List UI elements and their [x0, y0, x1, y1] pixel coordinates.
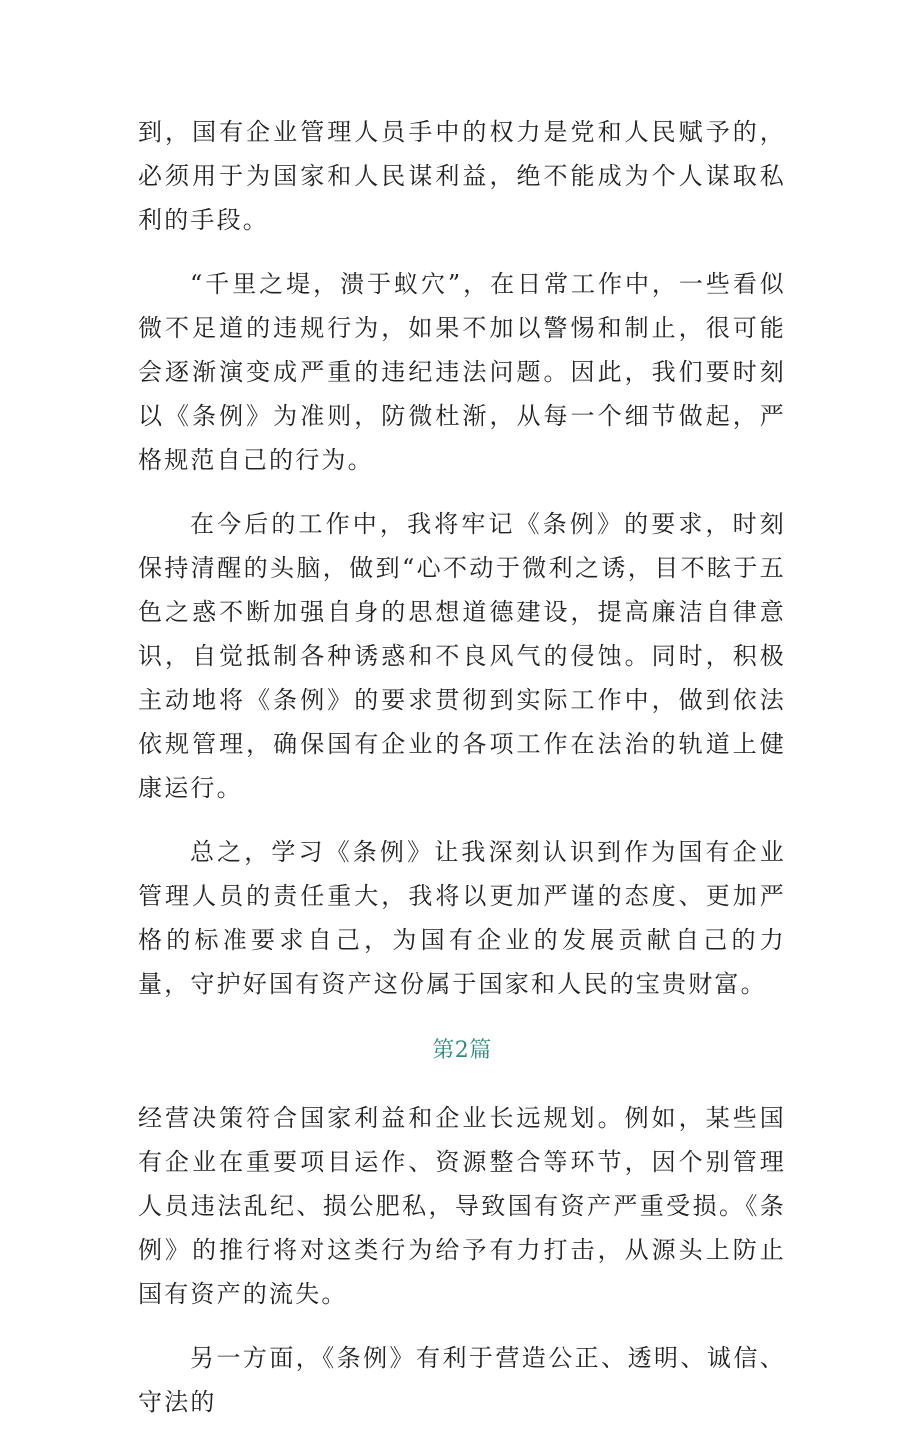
paragraph-3: 在今后的工作中，我将牢记《条例》的要求，时刻保持清醒的头脑，做到“心不动于微利之诱，目不眩于五色之惑不断加强自身的思想道德建设，提高廉洁自律意识，自觉抵制各种诱惑和不良风气的侵蚀。同时，积极主动地将《条例》的要求贯彻到实际工作中，做到依法依规管理，确保国有企业的各项工作在法治的轨道上健康运行。: [138, 510, 786, 802]
document-body: [138, 110, 786, 1444]
paragraph-6: 另一方面，《条例》有利于营造公正、透明、诚信、守法的: [138, 1344, 786, 1416]
section-heading: 第2篇: [432, 1038, 492, 1063]
paragraph-5: 经营决策符合国家利益和企业长远规划。例如，某些国有企业在重要项目运作、资源整合等环节，因个别管理人员违法乱纪、损公肥私，导致国有资产严重受损。《条例》的推行将对这类行为给予有力打击，从源头上防止国有资产的流失。: [138, 1104, 786, 1308]
paragraph-4: 总之，学习《条例》让我深刻认识到作为国有企业管理人员的责任重大，我将以更加严谨的态度、更加严格的标准要求自己，为国有企业的发展贡献自己的力量，守护好国有资产这份属于国家和人民的宝贵财富。: [138, 838, 786, 998]
paragraph-2: “千里之堤，溃于蚁穴”，在日常工作中，一些看似微不足道的违规行为，如果不加以警惕和制止，很可能会逐渐演变成严重的违纪违法问题。因此，我们要时刻以《条例》为准则，防微杜渐，从每一个细节做起，严格规范自己的行为。: [138, 270, 786, 474]
paragraph-1: 到，国有企业管理人员手中的权力是党和人民赋予的，必须用于为国家和人民谋利益，绝不能成为个人谋取私利的手段。: [138, 118, 786, 234]
